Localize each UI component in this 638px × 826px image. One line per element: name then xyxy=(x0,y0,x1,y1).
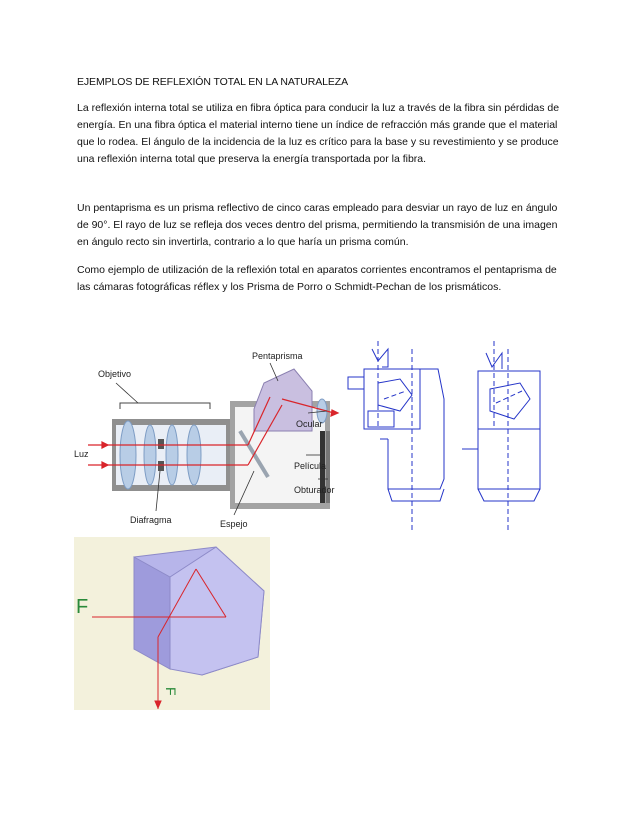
label-ocular: Ocular xyxy=(296,419,323,429)
lens-element xyxy=(166,425,178,485)
label-diafragma: Diafragma xyxy=(130,515,172,525)
prism-side-face xyxy=(134,557,170,669)
pentaprism-3d-diagram xyxy=(74,537,270,710)
letter-f-bottom: F xyxy=(163,687,179,696)
schematic-prism-right xyxy=(490,383,530,419)
schematic-body-right xyxy=(478,371,540,429)
label-obturador: Obturador xyxy=(294,485,335,495)
lens-element xyxy=(187,425,201,485)
label-pentaprisma: Pentaprisma xyxy=(252,351,303,361)
diaphragm xyxy=(158,439,164,449)
schematic-eyepiece-left xyxy=(372,349,388,367)
label-pelicula: Película xyxy=(294,461,327,471)
label-luz: Luz xyxy=(74,449,89,459)
paragraph-pentaprism: Un pentaprisma es un prisma reflectivo de cinco caras empleado para desviar un rayo de luz en ángulo de 90°. El rayo de luz se refleja dos veces dentro del prisma, permitiendo la transmisión de una imagen en ángulo recto sin invertirla, contrario a lo que haría un prisma común. xyxy=(77,202,558,248)
document-heading: EJEMPLOS DE REFLEXIÓN TOTAL EN LA NATURALEZA xyxy=(77,76,349,88)
letter-f-top: F xyxy=(76,596,89,618)
label-objetivo: Objetivo xyxy=(98,369,132,379)
camera-diagram xyxy=(72,339,344,532)
lens-element xyxy=(120,421,136,489)
paragraph-fiber-optics: La reflexión interna total se utiliza en fibra óptica para conducir la luz a través de la fibra sin pérdidas de energía. En una fibra óptica el material interno tiene un índice de refracción más grande que el material que lo rodea. El ángulo de la incidencia de la luz es crítico para la base y su revestimiento y se produce una reflexión interna total que preserva la energía transportada por la fibra. xyxy=(77,102,560,165)
schematic-diagram xyxy=(344,339,550,532)
schematic-axes xyxy=(378,341,522,532)
lens-element xyxy=(144,425,156,485)
label-espejo: Espejo xyxy=(220,519,248,529)
paragraph-applications: Como ejemplo de utilización de la reflexión total en aparatos corrientes encontramos el pentaprisma de las cámaras fotográficas réflex y los Prisma de Porro o Schmidt-Pechan de los prismáticos. xyxy=(77,264,557,293)
